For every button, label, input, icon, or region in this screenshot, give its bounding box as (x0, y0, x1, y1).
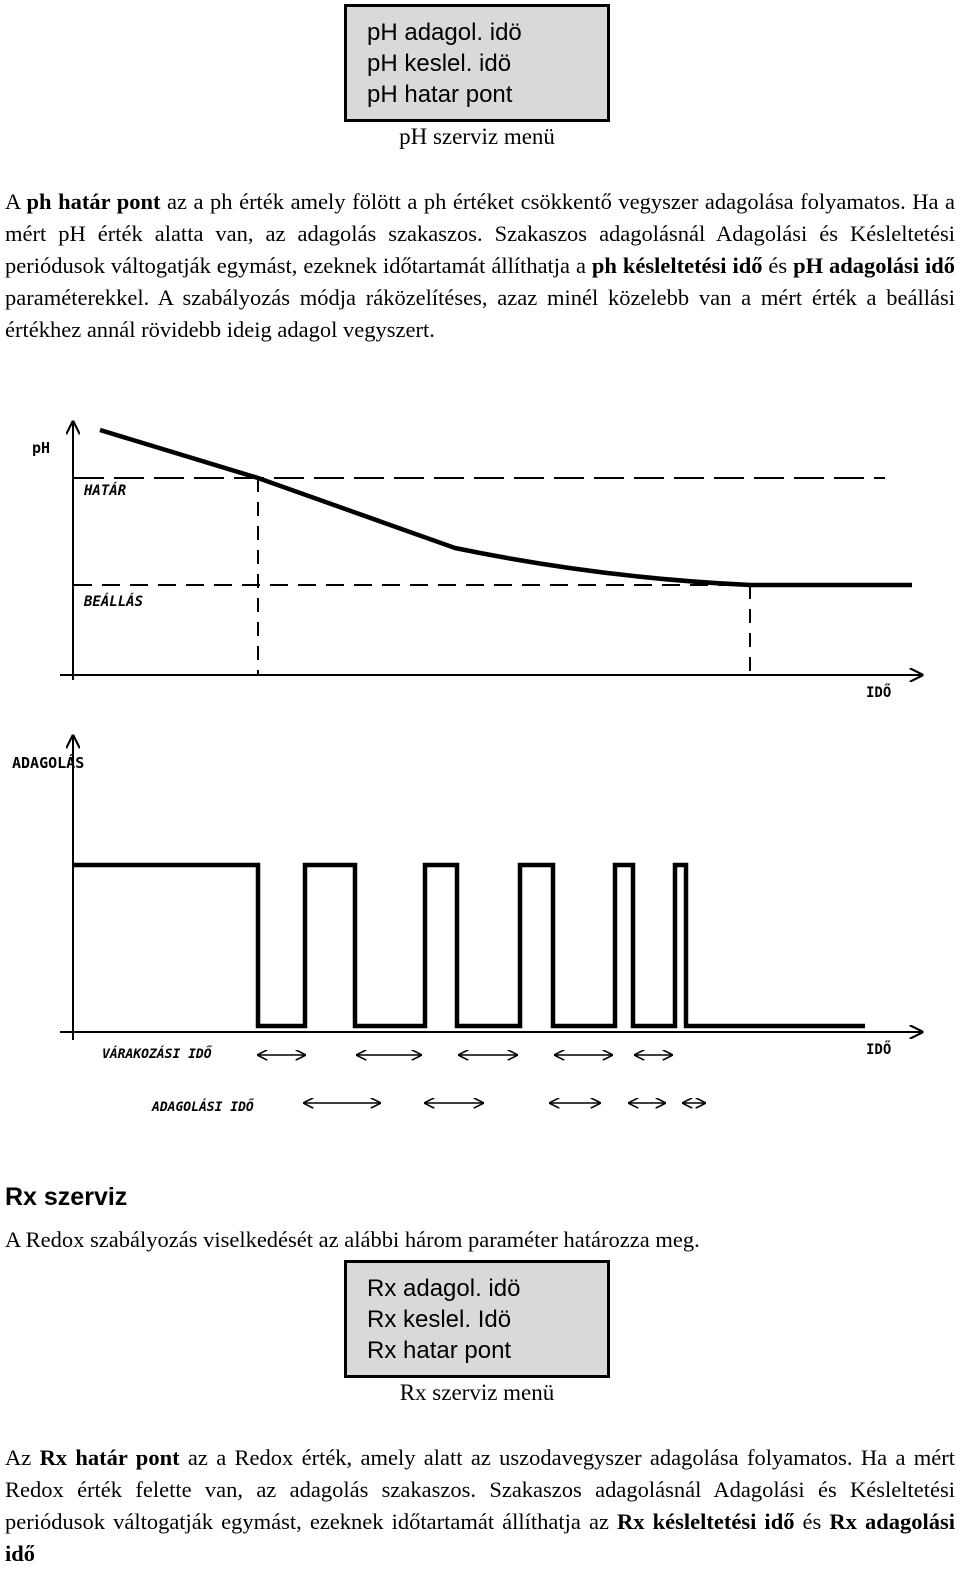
ph-description-paragraph: A ph határ pont az a ph érték amely fölött a ph értéket csökkentő vegyszer adagolása folyamatos. Ha a mért pH érték alatta van, az adagolás szakaszos. Szakaszos adagolásnál Adagolási és Késleltetési periódusok váltogatják egymást, ezeknek időtartamát állíthatja a ph késleltetési idő és pH adagolási idő paraméterekkel. A szabályozás módja ráközelítéses, azaz minél közelebb van a mért érték a beállási értékhez annál rövidebb ideig adagol vegyszert. (5, 189, 955, 342)
ph-hatar-pont-term: ph határ pont (26, 189, 161, 214)
rx-section-heading: Rx szerviz (5, 1183, 128, 1211)
ph-menu-caption: pH szerviz menü (399, 124, 555, 149)
rx-service-menu-display (344, 1260, 610, 1378)
ph-adagolasi-ido-term: pH adagolási idő (793, 253, 955, 278)
rx-hatar-pont-term: Rx határ pont (39, 1445, 180, 1470)
adagolas-label: ADAGOLÁS (12, 754, 85, 772)
ph-service-menu-display (344, 4, 610, 122)
rx-menu-line-1: Rx adagol. idö (367, 1275, 521, 1302)
rx-menu-line-3: Rx hatar pont (367, 1337, 512, 1364)
adagolasi-ido-label: ADAGOLÁSI IDŐ (152, 1100, 254, 1115)
beallas-label: BEÁLLÁS (84, 594, 144, 610)
rx-intro-text: A Redox szabályozás viselkedését az alábbi három paraméter határozza meg. (5, 1227, 700, 1252)
varakozasi-ido-label: VÁRAKOZÁSI IDŐ (102, 1047, 212, 1062)
ph-menu-line-3: pH hatar pont (367, 81, 513, 108)
rx-menu-line-2: Rx keslel. Idö (367, 1306, 512, 1333)
time-label-bottom: IDŐ (866, 1042, 892, 1058)
dosing-signal (73, 865, 865, 1026)
rx-menu-caption: Rx szerviz menü (399, 1380, 555, 1405)
ph-curve (100, 430, 912, 585)
rx-adagolasi-ido-term: Rx adagolási idő (5, 1509, 956, 1566)
rx-kesleltetesi-ido-term: Rx késleltetési idő (617, 1509, 795, 1534)
time-label-top: IDŐ (866, 685, 892, 701)
ph-dosing-diagram (0, 410, 960, 1170)
hatar-label: HATÁR (84, 483, 127, 499)
ph-kesleltetesi-ido-term: ph késleltetési idő (591, 253, 763, 278)
rx-description-paragraph: Az Rx határ pont az a Redox érték, amely alatt az uszodavegyszer adagolása folyamatos. Ha a mért Redox érték felette van, az adagolás szakaszos. Szakaszos adagolásnál Adagolási és Késleltetési periódusok váltogatják egymást, ezeknek időtartamát állíthatja az Rx késleltetési idő és Rx adagolási idő (5, 1445, 956, 1566)
ph-menu-line-1: pH adagol. idö (367, 19, 522, 46)
ph-menu-line-2: pH keslel. idö (367, 50, 512, 77)
ph-axis-label: pH (32, 439, 51, 457)
